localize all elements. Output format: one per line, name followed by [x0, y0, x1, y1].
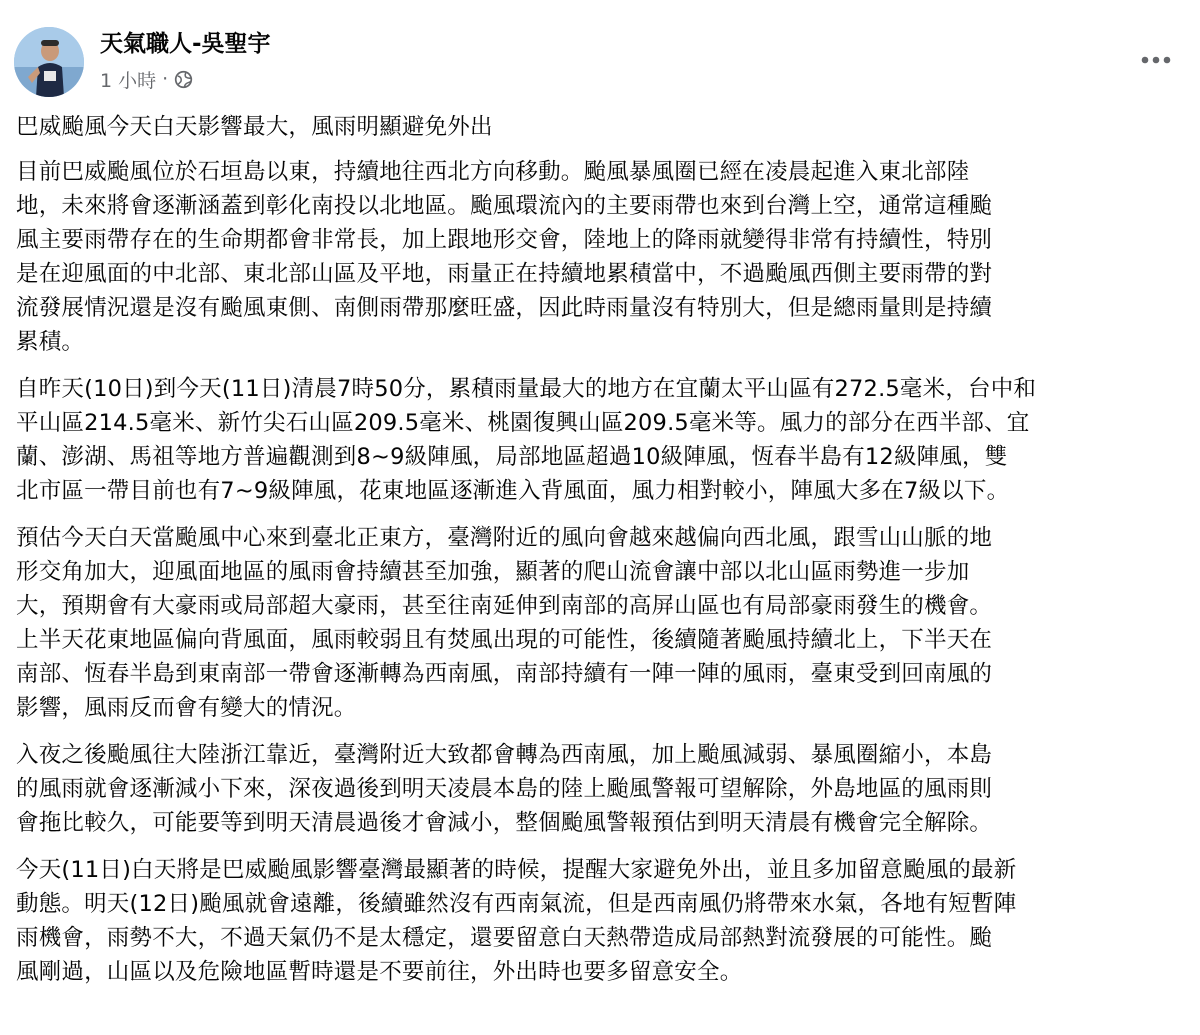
author-name[interactable]: 天氣職人-吳聖宇 — [100, 31, 271, 57]
avatar-photo — [14, 27, 84, 97]
post-paragraph: 自昨天(10日)到今天(11日)清晨7時50分，累積雨量最大的地方在宜蘭太平山區有272.5毫米，台中和 平山區214.5毫米、新竹尖石山區209.5毫米、桃園復興山區209.5毫米等。風力的部分在西半部、宜 蘭、澎湖、馬祖等地方普遍觀測到8~9級陣風，局部地區超過10級陣風，恆春半島有12級陣風，雙 北市區一帶目前也有7~9級陣風，花東地區逐漸進入背風面，風力相對較小，陣風大多在7級以下。 — [16, 376, 1037, 504]
author-avatar[interactable] — [14, 27, 84, 97]
meta-separator: · — [162, 68, 169, 90]
post-header — [0, 0, 1200, 110]
globe-icon — [174, 70, 193, 89]
post-paragraph: 預估今天白天當颱風中心來到臺北正東方，臺灣附近的風向會越來越偏向西北風，跟雪山山脈的地 形交角加大，迎風面地區的風雨會持續甚至加強，顯著的爬山流會讓中部以北山區雨勢進一步加 大，預期會有大豪雨或局部超大豪雨，甚至往南延伸到南部的高屏山區也有局部豪雨發生的機會。 上半天花東地區偏向背風面，風雨較弱且有焚風出現的可能性，後續隨著颱風持續北上，下半天在 南部、恆春半島到東南部一帶會逐漸轉為西南風，南部持續有一陣一陣的風雨，臺東受到回南風的 影響，風雨反而會有變大的情況。 — [16, 525, 993, 721]
post-meta — [100, 65, 193, 93]
post-paragraph: 入夜之後颱風往大陸浙江靠近，臺灣附近大致都會轉為西南風，加上颱風減弱、暴風圈縮小，本島 的風雨就會逐漸減小下來，深夜過後到明天凌晨本島的陸上颱風警報可望解除，外島地區的風雨則 會拖比較久，可能要等到明天清晨過後才會減小，整個颱風警報預估到明天清晨有機會完全解除。 — [16, 742, 993, 836]
post-body — [16, 110, 1186, 1002]
post-timestamp[interactable]: 1 小時 — [100, 69, 157, 92]
post-paragraph: 目前巴威颱風位於石垣島以東，持續地往西北方向移動。颱風暴風圈已經在凌晨起進入東北部陸 地，未來將會逐漸涵蓋到彰化南投以北地區。颱風環流內的主要雨帶也來到台灣上空，通常這種颱 風主要雨帶存在的生命期都會非常長，加上跟地形交會，陸地上的降雨就變得非常有持續性，特別 是在迎風面的中北部、東北部山區及平地，雨量正在持續地累積當中，不過颱風西側主要雨帶的對 流發展情況還是沒有颱風東側、南側雨帶那麼旺盛，因此時雨量沒有特別大，但是總雨量則是持續 累積。 — [16, 159, 993, 355]
post-headline: 巴威颱風今天白天影響最大，風雨明顯避免外出 — [16, 114, 493, 140]
more-options-icon[interactable] — [1134, 44, 1178, 76]
post-paragraph: 今天(11日)白天將是巴威颱風影響臺灣最顯著的時候，提醒大家避免外出，並且多加留意颱風的最新 動態。明天(12日)颱風就會遠離，後續雖然沒有西南氣流，但是西南風仍將帶來水氣，各地有短暫陣 雨機會，雨勢不大，不過天氣仍不是太穩定，還要留意白天熱帶造成局部熱對流發展的可能性。颱 風剛過，山區以及危險地區暫時還是不要前往，外出時也要多留意安全。 — [16, 857, 1017, 985]
